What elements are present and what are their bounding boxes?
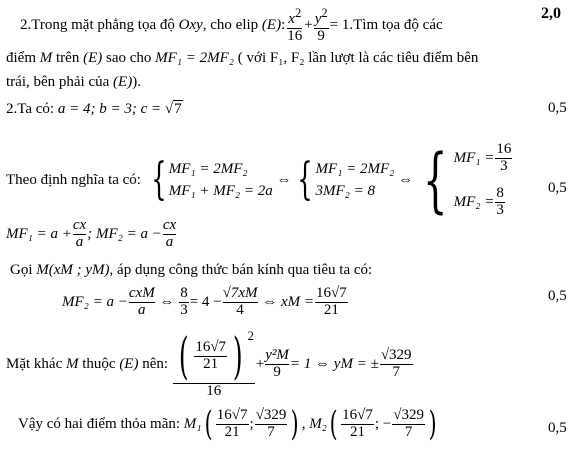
fraction-y2-9: $\frac{y^2}{9}$ <box>314 6 328 44</box>
fraction <box>216 408 249 441</box>
fraction <box>179 286 189 319</box>
problem-text: ). <box>132 74 141 90</box>
radicand: 7 <box>174 101 182 117</box>
ellipse-name: (E) <box>113 74 133 90</box>
frac-num: 16√7 <box>195 339 227 355</box>
fraction <box>341 408 374 441</box>
problem-text: trên <box>56 50 80 66</box>
frac-den: 7 <box>404 423 413 440</box>
frac-num: 8 <box>496 184 504 201</box>
frac-num: √7xM <box>222 285 258 301</box>
problem-line-2 <box>6 50 478 67</box>
problem-text: sao cho <box>105 50 152 66</box>
frac-den: 21 <box>350 423 366 440</box>
fraction <box>163 218 176 251</box>
frac-den: 7 <box>267 423 275 440</box>
frac-num: √329 <box>255 406 287 423</box>
fraction <box>194 340 227 373</box>
frac-num: 16√7 <box>216 406 248 423</box>
frac-den: 4 <box>236 301 244 318</box>
frac-num: x <box>288 11 295 27</box>
brace: { <box>297 154 314 205</box>
system-3 <box>454 136 514 224</box>
problem-text-end: .Tìm tọa độ các <box>349 17 443 34</box>
step-label: Vậy có hai điểm thỏa mãn: <box>18 415 181 432</box>
frac-den: 16 <box>287 27 303 44</box>
frac-den: 9 <box>317 27 325 44</box>
plus: + <box>255 356 265 373</box>
eq-lhs: MF₂ = <box>453 194 495 210</box>
paren: ( <box>204 404 213 444</box>
eq-part: MF₂ = a − <box>62 293 128 310</box>
brace: { <box>423 139 448 221</box>
problem-number: 2. <box>20 17 32 34</box>
point-m2: M₂ <box>309 415 327 432</box>
eq-line: MF₁ = 2MF₂ <box>168 161 248 177</box>
big-fraction <box>173 327 255 399</box>
problem-text: Trong mặt phẳng tọa độ <box>31 17 175 34</box>
total-score: 2,0 <box>541 5 561 22</box>
point-m: M <box>65 356 79 373</box>
eq-line: MF₁ = 2MF₂ <box>315 161 395 177</box>
fraction <box>223 286 258 319</box>
ellipse-name: (E) <box>261 17 282 34</box>
equiv-symbol: ⇔ <box>276 171 292 188</box>
paren: ( <box>329 404 338 444</box>
fraction <box>129 286 155 319</box>
score-3: 0,5 <box>548 288 567 304</box>
point-m: M <box>39 50 53 66</box>
problem-text: ( với F₁, F₂ lần lượt là các tiêu điểm bên <box>237 50 479 66</box>
step-label: 2.Ta có: <box>6 101 55 117</box>
eq-rhs: = 1 <box>329 17 350 34</box>
system-1 <box>169 158 273 202</box>
frac-den: a <box>138 301 146 318</box>
frac-den: 21 <box>203 355 219 372</box>
frac-den: a <box>165 233 174 250</box>
brace: { <box>151 154 167 205</box>
eq-part: = 4 − <box>189 293 222 310</box>
score-2: 0,5 <box>548 180 567 196</box>
eq-part: ; MF₂ = a − <box>87 225 162 242</box>
frac-num: y <box>314 11 322 27</box>
frac-num: 16√7 <box>316 285 347 301</box>
step-2 <box>6 136 513 224</box>
score-1: 0,5 <box>548 100 567 116</box>
ellipse-name: (E) <box>119 356 139 373</box>
fraction-x2-16: $\frac{x^2}{16}$ <box>287 6 303 44</box>
score-4: 0,5 <box>548 420 567 436</box>
fraction <box>265 348 289 381</box>
fraction <box>73 218 86 251</box>
eq-lhs: MF₁ = <box>453 150 495 166</box>
problem-text-mid: , cho elip <box>202 17 259 34</box>
step-3 <box>6 218 177 251</box>
step-text: thuộc <box>82 356 116 373</box>
problem-text: điểm <box>6 50 36 66</box>
step-label: Gọi <box>10 262 33 278</box>
separator: ; <box>249 415 254 432</box>
frac-num: cx <box>72 217 87 233</box>
oxy-label: Oxy <box>178 17 203 34</box>
frac-num: 8 <box>180 285 188 301</box>
step-label: Mặt khác <box>6 356 63 373</box>
step-4 <box>10 262 372 279</box>
separator: , <box>301 415 306 432</box>
paren: ) <box>232 327 243 385</box>
condition: MF₁ = 2MF₂ <box>155 50 235 66</box>
fraction <box>495 186 505 219</box>
step-5 <box>62 286 349 319</box>
eq-line: 3MF₂ = 8 <box>315 183 375 199</box>
system-2 <box>315 158 394 202</box>
frac-den: 7 <box>392 364 400 381</box>
frac-num: y²M <box>265 347 289 364</box>
exponent: 2 <box>247 329 254 343</box>
point-m1: M₁ <box>183 415 202 432</box>
frac-den: 21 <box>224 423 240 440</box>
fraction <box>392 408 425 441</box>
frac-num: 16√7 <box>342 406 373 423</box>
problem-line-1: 2. Trong mặt phẳng tọa độ Oxy , cho elip (E) : $\frac{x^2}{16}$ + $\frac{y^2}{9}$ = 1 .Tìm tọa độ các <box>20 6 443 44</box>
frac-num: 16 <box>496 140 512 157</box>
frac-den: 3 <box>180 301 188 318</box>
equiv-symbol: ⇔ <box>398 171 414 188</box>
paren: ( <box>178 327 189 385</box>
frac-num: cx <box>162 217 177 233</box>
paren: ) <box>428 404 437 444</box>
frac-den: 16 <box>206 382 222 399</box>
step-values: a = 4; b = 3; c = <box>57 101 162 117</box>
eq-part: = 1 ⇔ yM = ± <box>289 356 379 373</box>
frac-num: cxM <box>128 285 155 301</box>
fraction <box>380 348 413 381</box>
fraction <box>315 286 348 319</box>
step-text: nên: <box>142 356 169 373</box>
equiv-symbol: ⇔ <box>159 293 175 310</box>
fraction <box>495 142 512 175</box>
eq-line: MF₁ + MF₂ = 2a <box>168 183 273 199</box>
eq-part: xM = <box>281 293 315 310</box>
frac-den: 21 <box>323 301 339 318</box>
fraction <box>255 408 288 441</box>
step-text: , áp dụng công thức bán kính qua tiêu ta có: <box>109 262 373 278</box>
problem-line-3 <box>6 74 141 91</box>
step-label: Theo định nghĩa ta có: <box>6 171 141 188</box>
separator: ; − <box>374 415 392 432</box>
step-6 <box>6 327 414 399</box>
frac-den: 3 <box>496 201 504 218</box>
frac-den: a <box>75 233 84 250</box>
paren: ) <box>291 404 300 444</box>
frac-den: 3 <box>500 157 508 174</box>
eq-part: MF₁ = a + <box>6 225 72 242</box>
frac-num: √329 <box>380 347 412 364</box>
step-7 <box>18 404 439 444</box>
equiv-symbol: ⇔ <box>262 293 278 310</box>
step-1: 2.Ta có: a = 4; b = 3; c = √7 <box>6 101 182 117</box>
frac-num: √329 <box>393 406 425 423</box>
frac-den: 9 <box>273 364 281 381</box>
problem-text: trái, bên phải của <box>6 74 110 90</box>
point-m-coords: M(xM ; yM) <box>36 262 110 278</box>
ellipse-name: (E) <box>83 50 103 66</box>
